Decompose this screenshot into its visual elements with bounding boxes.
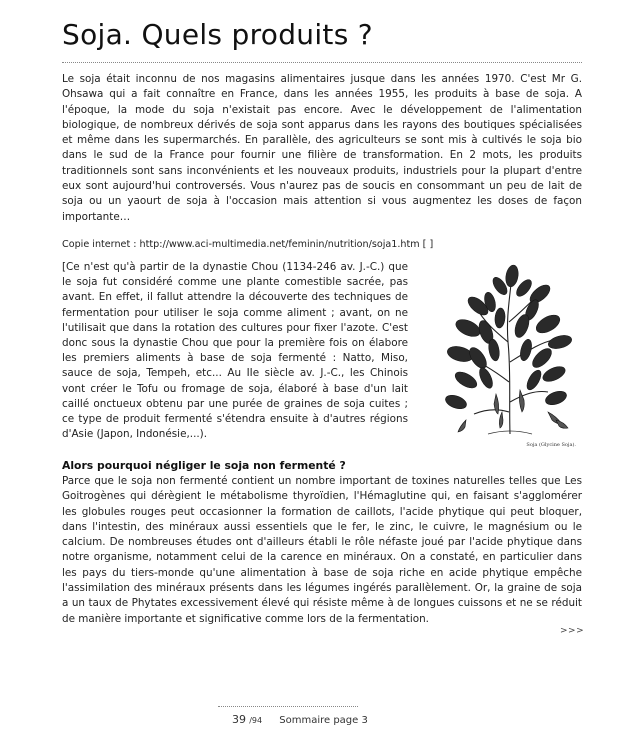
page-title: Soja. Quels produits ? <box>62 18 373 51</box>
intro-paragraph: Le soja était inconnu de nos magasins alimentaires jusque dans les années 1970. C'est Mr G. Ohsawa qui a fait connaître en France, dans les années 1955, les produits à base de soja. A l'époque, la mode du soja n'existait pas encore. Avec le développement de l'alimentation biologique, de nombreux dérivés de soja sont apparus dans les rayons des boutiques spécialisées et même dans les supermarchés. En parallèle, des agriculteurs se sont mis à cultivés le soja bio dans le sud de la France pour fournir une filière de transformation. En 2 mots, les produits traditionnels sont sans inconvénients et les nouveaux produits, industriels pour la plupart d'entre eux sont aujourd'hui controversés. Vous n'aurez pas de soucis en consommant un peu de lait de soja ou un yaourt de soja à l'occasion mais attention si vous augmentez les doses de façon importante… <box>62 73 582 223</box>
page-number: 39 <box>232 713 246 726</box>
page-total: /94 <box>249 716 263 725</box>
section-heading: Alors pourquoi négliger le soja non fermenté ? <box>62 459 346 472</box>
next-page-link[interactable]: >>> <box>560 626 585 636</box>
footer-divider <box>218 706 358 707</box>
title-divider <box>62 62 582 63</box>
soybean-plant-drawing <box>436 262 582 442</box>
source-line <box>62 238 582 252</box>
source-link[interactable]: http://www.aci-multimedia.net/feminin/nutrition/soja1.htm <box>139 239 420 250</box>
figure-caption: Soja (Glycine Soja). <box>526 442 576 448</box>
page-footer <box>232 713 368 726</box>
source-suffix: [ ] <box>419 239 434 250</box>
history-paragraph: [Ce n'est qu'à partir de la dynastie Chou (1134-246 av. J.-C.) que le soja fut considéré comme une plante comestible sacrée, pas avant. En effet, il fallut attendre la découverte des techniques de fermentation pour utiliser le soja comme aliment ; avant, on ne l'utilisait que dans la rotation des cultures pour fixer l'azote. C'est donc sous la dynastie Chou que pour la première fois on élabore les premiers aliments à base de soja fermenté : Natto, Miso, sauce de soja, Tempeh, etc... Au IIe siècle av. J.-C., les Chinois vont créer le Tofu ou fromage de soja, élaboré à base d'un lait caillé onctueux obtenu par une purée de graines de soja cuites ; ce type de produit fermenté s'étendra ensuite à d'autres régions d'Asie (Japon, Indonésie,...). <box>62 261 408 441</box>
body-paragraph: Parce que le soja non fermenté contient un nombre important de toxines naturelles telles que Les Goitrogènes qui dérègient le métabolisme thyroïdien, l'Hémaglutine qui, en faisant s'agglomérer les globules rouges peut occasionner la formation de caillots, l'acide phytique qui peut bloquer, dans l'intestin, des minéraux aussi essentiels que le fer, le zinc, le cuivre, le magnésium ou le calcium. De nombreuses études ont d'ailleurs établi le rôle néfaste joué par l'acide phytique dans notre organisme, notamment celui de la carence en minéraux. On a constaté, en particulier dans les pays du tiers-monde qu'une alimentation à base de soja riche en acide phytique empêche l'assimilation des minéraux présents dans les légumes ingérés parallèlement. Or, la graine de soja a un taux de Phytates excessivement élevé qui résiste même à de longues cuissons et ne se réduit de manière importante et significative comme lors de la fermentation. <box>62 475 582 625</box>
summary-link[interactable]: Sommaire page 3 <box>279 715 368 726</box>
source-label: Copie internet : <box>62 239 140 250</box>
soybean-plant-illustration <box>436 262 582 450</box>
